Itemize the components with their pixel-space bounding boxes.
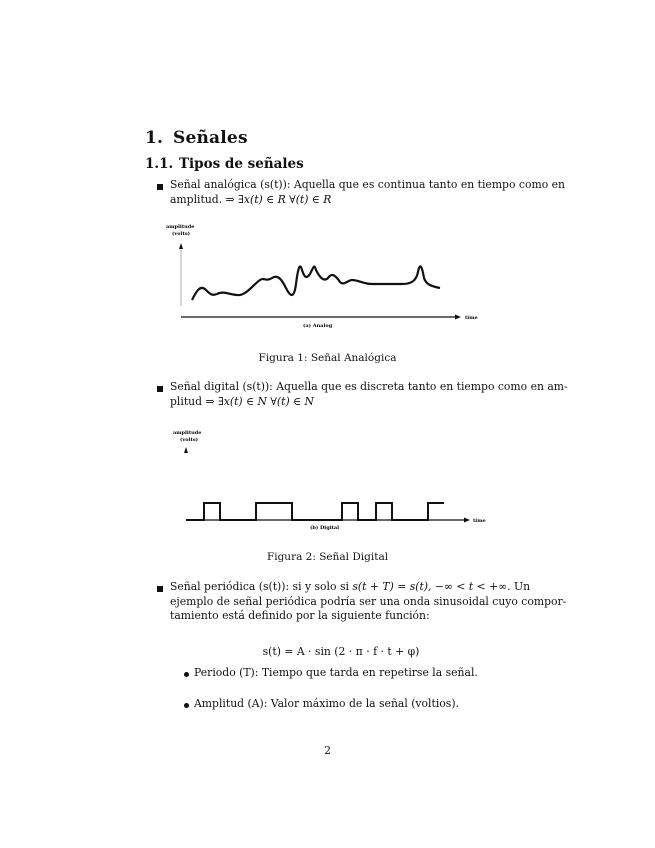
subsection-title-text: Tipos de señales (179, 156, 304, 172)
digital-waveform (186, 503, 444, 520)
figure1-y-label-2: (volts) (172, 231, 190, 237)
section-title (145, 128, 248, 148)
figure1-y-label-1: amplitude (166, 224, 195, 230)
period-item: Periodo (T): Tiempo que tarda en repetirse la señal. (194, 666, 478, 679)
subsection-number: 1.1. (145, 156, 174, 172)
periodic-line-3: tamiento está definido por la siguiente función: (170, 609, 430, 622)
square-bullet-icon (157, 184, 163, 190)
periodic-math: s(t + T) = s(t), −∞ < t < +∞ (352, 580, 508, 593)
digital-line-2 (170, 395, 512, 410)
figure2-y-label-2: (volts) (180, 437, 198, 443)
figure1-y-arrow-icon (179, 243, 183, 249)
periodic-line-1-end: . Un (507, 580, 531, 593)
periodic-line-1 (170, 580, 531, 595)
periodic-line-1-text: Señal periódica (s(t)): si y solo si (170, 580, 353, 593)
digital-line-2-text: plitud ⇒ (170, 394, 218, 408)
dot-bullet-icon (184, 703, 189, 708)
analog-waveform (192, 266, 440, 300)
analog-signal-figure (160, 222, 490, 334)
amplitude-item: Amplitud (A): Valor máximo de la señal (voltios). (194, 697, 459, 710)
section-title-text: Señales (173, 128, 248, 148)
periodic-line-2: ejemplo de señal periódica podría ser una onda sinusoidal cuyo compor- (170, 594, 567, 608)
digital-line-1: Señal digital (s(t)): Aquella que es discreta tanto en tiempo como en am- (170, 380, 568, 393)
figure1-sub-label: (a) Analog (303, 323, 333, 329)
figure2-caption: Figura 2: Señal Digital (266, 551, 389, 563)
figure1-caption: Figura 1: Señal Analógica (258, 352, 397, 364)
dot-bullet-icon (184, 672, 189, 677)
analog-math: ∃x(t) ∈ R ∀(t) ∈ R (238, 192, 332, 206)
digital-math: ∃x(t) ∈ N ∀(t) ∈ N (217, 394, 314, 408)
analog-paragraph (170, 178, 565, 207)
figure1-x-arrow-icon (455, 315, 461, 320)
digital-paragraph (170, 380, 568, 409)
sine-equation: s(t) = A · sin (2 · π · f · t + φ) (262, 645, 420, 658)
analog-line-1: Señal analógica (s(t)): Aquella que es continua tanto en tiempo como en (170, 178, 565, 191)
figure2-y-label-1: amplitude (173, 430, 202, 436)
figure2-y-arrow-icon (184, 447, 188, 453)
subsection-title (145, 156, 304, 172)
section-number: 1. (145, 128, 164, 148)
figure1-x-label: time (465, 315, 478, 321)
square-bullet-icon (157, 386, 163, 392)
figure2-x-arrow-icon (464, 518, 470, 523)
digital-signal-figure (170, 426, 490, 534)
figure2-sub-label: (b) Digital (310, 525, 340, 531)
figure2-x-label: time (473, 518, 486, 524)
analog-line-2 (170, 193, 512, 208)
square-bullet-icon (157, 586, 163, 592)
page-number: 2 (324, 744, 331, 757)
analog-line-2-text: amplitud. ⇒ (170, 192, 239, 206)
periodic-paragraph (170, 580, 567, 624)
